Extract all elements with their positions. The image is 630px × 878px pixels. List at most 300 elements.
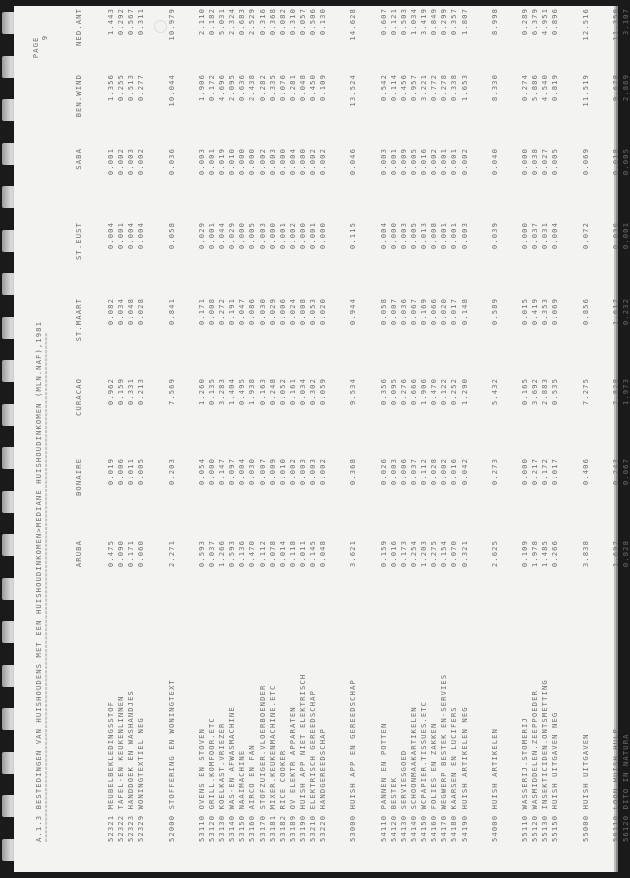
table-row-value: 0.009 (398, 148, 408, 176)
table-row-value: 0.029 (196, 222, 206, 250)
table-row-value: 0.028 (429, 458, 439, 486)
subtotal-row-value: 0.115 (348, 222, 358, 250)
table-row-value: 0.034 (116, 298, 126, 326)
table-row-value: 0.136 (237, 540, 247, 568)
subtotal-row-value: 0.069 (580, 148, 590, 176)
table-row-value: 0.849 (429, 8, 439, 36)
row-description: HUISH ARTIKELEN (489, 728, 499, 815)
table-row-value: 2.324 (227, 8, 237, 36)
subtotal-row-value: 0.856 (580, 298, 590, 326)
subtotal-row-value: 0.039 (489, 222, 499, 250)
row-code: 53120 (207, 814, 216, 842)
table-row-value: 1.404 (227, 378, 237, 406)
table-row-value: 1.617 (611, 298, 620, 326)
row-description: HANDGEREEDSCHAP (318, 728, 328, 815)
table-row-label (116, 695, 125, 842)
row-description: WASMIDDELEN.ZEEPPOEDER (530, 690, 540, 815)
table-row-value: 0.004 (126, 222, 136, 250)
row-description: MEUBELBEKLEDINGSSTOF (106, 700, 115, 815)
subtotal-row-value: 14.628 (348, 8, 358, 41)
table-row-label (540, 679, 549, 842)
table-row-value: 0.006 (277, 298, 287, 326)
table-row-value: 0.118 (287, 540, 297, 568)
row-code: 54170 (439, 814, 449, 842)
table-row-value: 0.542 (378, 74, 388, 102)
table-row-label (197, 728, 206, 842)
table-row-value: 0.001 (106, 148, 115, 176)
table-row-value: 0.095 (388, 378, 398, 406)
table-row-value: 0.082 (106, 298, 115, 326)
row-code: 53150 (237, 814, 247, 842)
table-row-value: 0.013 (419, 222, 429, 250)
table-row-value: 0.145 (308, 540, 317, 568)
table-row-label (379, 723, 388, 842)
table-row-label (247, 744, 256, 842)
table-row-value: 0.130 (318, 8, 328, 36)
table-row-value: 0.000 (237, 222, 247, 250)
table-row-value: 0.029 (267, 298, 277, 326)
column-header: NED.ANT (74, 8, 83, 46)
table-row-value: 2.110 (196, 8, 206, 36)
table-row-value: 0.109 (318, 74, 328, 102)
column-header: ARUBA (74, 540, 83, 568)
row-description: HUISH UITGAVEN (580, 733, 590, 815)
table-row-value: 1.653 (459, 74, 469, 102)
table-row-value: 0.636 (237, 74, 247, 102)
table-row-value: 0.191 (227, 298, 237, 326)
table-row-value: 0.036 (611, 222, 620, 250)
subtotal-row-value: 2.271 (166, 540, 176, 568)
row-description: HANDDOEK EN WASHANDJES (126, 690, 136, 815)
table-row-value: 1.443 (106, 8, 115, 36)
table-row-value: 3.692 (530, 378, 540, 406)
subtotal-row-value: 10.979 (166, 8, 176, 41)
column-header: BONAIRE (74, 458, 83, 496)
row-code: 54160 (429, 814, 439, 842)
table-row-value: 0.000 (388, 222, 398, 250)
table-row-value: 0.169 (419, 298, 429, 326)
table-row-value: 0.003 (308, 458, 317, 486)
table-row-value: 0.165 (520, 378, 530, 406)
table-row-value: 0.282 (257, 74, 267, 102)
table-row-value: 0.016 (388, 540, 398, 568)
table-row-value: 0.018 (611, 148, 620, 176)
table-row-value: 0.004 (106, 222, 115, 250)
page-number: 9 (40, 34, 49, 41)
table-row-value: 0.962 (106, 378, 115, 406)
table-row-value: 0.016 (419, 148, 429, 176)
table-row-value: 0.310 (287, 8, 297, 36)
table-row-value: 0.171 (126, 540, 136, 568)
table-row-value: 0.003 (257, 222, 267, 250)
table-row-value: 0.007 (257, 458, 267, 486)
table-row-value: 0.019 (106, 458, 115, 486)
subtotal-row-value: 0.944 (348, 298, 358, 326)
table-row-value: 2.438 (247, 74, 257, 102)
row-description: WCPAPIER.TISSUES.ETC (419, 700, 429, 815)
table-row-value: 0.503 (398, 8, 408, 36)
subtotal-row-label (490, 728, 499, 842)
table-row-value: 0.003 (297, 458, 307, 486)
table-row-value: 1.290 (459, 378, 469, 406)
table-row-value: 0.007 (388, 298, 398, 326)
table-row-value: 3.221 (419, 74, 429, 102)
table-row-value: 3.419 (419, 8, 429, 36)
table-row-value: 0.121 (388, 8, 398, 36)
table-row-value: 0.001 (449, 148, 459, 176)
table-row-value: 0.593 (196, 540, 206, 568)
table-row-value: 0.008 (429, 222, 439, 250)
table-row-value: 0.217 (530, 458, 540, 486)
table-row-value: 0.002 (459, 148, 469, 176)
subtotal-row-value: 2.625 (489, 540, 499, 568)
table-row-value: 0.819 (550, 74, 560, 102)
table-row-label (278, 750, 287, 842)
table-row-value: 0.008 (297, 298, 307, 326)
subtotal-row-value: 8.330 (489, 74, 499, 102)
row-description: HUISH ARTIKELEN NEG (459, 706, 469, 815)
table-row-value: 0.070 (449, 540, 459, 568)
table-row-label (621, 733, 630, 842)
table-row-value: 0.009 (267, 458, 277, 486)
row-code: 53210 (308, 814, 317, 842)
row-description: KAARSEN EN LUCIFERS (449, 706, 459, 815)
subtotal-row-value: 0.072 (580, 222, 590, 250)
table-row-value: 0.161 (287, 378, 297, 406)
table-row-value: 3.107 (621, 8, 630, 36)
table-row-value: 0.002 (136, 148, 146, 176)
table-row-value: 0.097 (227, 458, 237, 486)
row-code: 53160 (247, 814, 257, 842)
table-row-value: 0.003 (196, 148, 206, 176)
table-row-value: 0.000 (247, 148, 257, 176)
row-description: WONINGTEXTIEL NEG (136, 717, 146, 815)
row-description: MIXER.KEUKENMACHINE.ETC (267, 684, 277, 815)
table-row-value: 0.002 (116, 148, 126, 176)
table-row-value: 0.567 (126, 8, 136, 36)
row-code: 52000 (166, 814, 176, 842)
table-row-value: 0.020 (439, 298, 449, 326)
row-code: 54140 (409, 814, 418, 842)
table-row-label (136, 717, 145, 842)
table-row-value: 4.540 (540, 74, 550, 102)
page-number-label (22, 35, 58, 80)
table-row-value: 0.357 (449, 8, 459, 36)
subtotal-row-label (348, 679, 357, 842)
table-row-value: 0.000 (520, 458, 530, 486)
subtotal-row-value: 3.838 (580, 540, 590, 568)
table-row-value: 0.292 (116, 8, 126, 36)
table-row-value: 1.203 (419, 540, 429, 568)
table-row-value: 0.275 (429, 540, 439, 568)
column-header: ST.MAART (74, 298, 83, 342)
subtotal-row-value: 13.524 (348, 74, 358, 107)
subtotal-row-value: 0.036 (166, 148, 176, 176)
row-description: LOON HUISH HULP (611, 728, 620, 815)
subtotal-row-value: 11.519 (580, 74, 590, 107)
row-description: SCHOONMAAKARTIKELEN (409, 706, 418, 815)
table-row-value: 0.331 (126, 378, 136, 406)
table-row-value: 0.059 (318, 378, 328, 406)
table-row-value: 0.147 (217, 458, 227, 486)
table-row-label (268, 685, 277, 842)
table-row-label (237, 750, 246, 842)
table-row-value: 0.003 (398, 222, 408, 250)
row-description: NAAIMACHINE (237, 749, 247, 815)
table-row-label (126, 690, 135, 842)
row-code: 53000 (348, 814, 358, 842)
table-row-value: 0.017 (550, 458, 560, 486)
table-row-label (399, 750, 408, 842)
table-row-value: 4.696 (217, 74, 227, 102)
row-description: DITO IN NATURA (621, 733, 630, 815)
table-row-value: 0.321 (459, 540, 469, 568)
row-description: SERVIESGOED (398, 749, 408, 815)
table-row-value: 0.002 (287, 222, 297, 250)
table-row-value: 0.053 (308, 298, 317, 326)
table-row-value: 0.000 (520, 222, 530, 250)
table-row-value: 0.122 (439, 378, 449, 406)
table-row-label (611, 728, 620, 842)
table-row-value: 0.000 (237, 148, 247, 176)
table-row-value: 0.076 (277, 74, 287, 102)
table-row-label (429, 723, 438, 842)
table-row-value: 0.001 (207, 148, 216, 176)
table-row-value: 0.254 (409, 540, 418, 568)
table-row-value: 0.506 (308, 8, 317, 36)
table-row-value: 0.182 (207, 8, 216, 36)
table-row-value: 0.001 (308, 222, 317, 250)
table-row-value: 2.869 (621, 74, 630, 102)
table-row-value: 0.036 (398, 298, 408, 326)
table-row-value: 0.002 (257, 148, 267, 176)
table-row-value: 0.232 (621, 298, 630, 326)
table-row-value: 0.052 (277, 378, 287, 406)
table-row-value: 1.485 (540, 540, 550, 568)
subtotal-row-value: 3.621 (348, 540, 358, 568)
table-row-value: 0.000 (297, 222, 307, 250)
table-row-value: 0.003 (459, 222, 469, 250)
table-title: A.1.3 BESTEDINGEN VAN HUISHOUDENS MET EEN HUISHOUDINKOMEN>MEDIANE HUISHOUDINKOMEN (MLN.NAF),1981 (34, 320, 43, 842)
row-code: 53170 (257, 814, 267, 842)
table-row-value: 0.003 (378, 148, 388, 176)
subtotal-row-value: 5.432 (489, 378, 499, 406)
table-row-value: 0.302 (308, 378, 317, 406)
table-row-value: 0.011 (297, 540, 307, 568)
table-row-value: 0.029 (227, 222, 237, 250)
table-row-value: 0.004 (136, 222, 146, 250)
subtotal-row-value: 10.044 (166, 74, 176, 107)
table-row-value: 0.048 (126, 298, 136, 326)
subtotal-row-value: 0.273 (489, 458, 499, 486)
table-row-value: 0.048 (297, 74, 307, 102)
table-row-value: 0.003 (267, 148, 277, 176)
table-row-value: 0.000 (277, 148, 287, 176)
table-row-value: 0.173 (398, 540, 408, 568)
table-row-value: 0.513 (126, 74, 136, 102)
row-code: 54120 (388, 814, 398, 842)
table-row-value: 0.019 (217, 148, 227, 176)
table-row-value: 0.004 (378, 222, 388, 250)
table-row-value: 0.272 (217, 298, 227, 326)
table-row-value: 0.086 (247, 298, 257, 326)
table-row-value: 11.350 (611, 8, 620, 41)
row-code: 54110 (378, 814, 388, 842)
row-description: GRILL.KOMFOOR.ETC (207, 717, 216, 815)
table-row-value: 2.095 (227, 74, 237, 102)
table-row-value: 0.255 (116, 74, 126, 102)
table-row-label (439, 674, 448, 842)
table-row-value: 0.058 (378, 298, 388, 326)
row-description: TAFEL-EN KEUKENLINNEN (116, 695, 126, 815)
table-row-label (258, 685, 267, 842)
table-row-value: 0.082 (277, 8, 287, 36)
table-row-value: 0.135 (207, 378, 216, 406)
row-code: 54150 (419, 814, 429, 842)
rotated-table-sheet (18, 0, 630, 870)
table-row-label (520, 717, 529, 842)
table-row-value: 0.003 (126, 148, 136, 176)
table-row-value: 0.001 (116, 222, 126, 250)
row-code: 54000 (489, 814, 499, 842)
table-row-value: 0.666 (409, 378, 418, 406)
table-row-value: 1.034 (409, 8, 418, 36)
table-row-value: 1.356 (106, 74, 115, 102)
row-description: PANNEN EN POTTEN (378, 722, 388, 815)
table-row-value: 0.069 (550, 298, 560, 326)
row-description: STOFZUIGER.VLOERBOENDER (257, 684, 267, 815)
table-row-label (207, 717, 216, 842)
table-row-value: 0.277 (136, 74, 146, 102)
table-row-label (106, 701, 115, 842)
table-row-value: 0.006 (398, 458, 408, 486)
table-row-value: 0.005 (621, 148, 630, 176)
table-row-value: 0.001 (621, 222, 630, 250)
table-row-value: 0.002 (308, 148, 317, 176)
row-description: HUISH APP NIET ELEKTRISCH (297, 673, 307, 815)
column-header: BEN.WIND (74, 74, 83, 118)
subtotal-row-value: 0.203 (166, 458, 176, 486)
table-row-value: 1.906 (419, 378, 429, 406)
table-row-value: 0.163 (257, 378, 267, 406)
table-row-value: 1.807 (459, 8, 469, 36)
table-row-value: 0.001 (277, 222, 287, 250)
table-row-value: 0.008 (207, 298, 216, 326)
table-row-value: 0.148 (459, 298, 469, 326)
row-code: 53182 (277, 814, 287, 842)
table-row-value: 0.001 (388, 148, 398, 176)
row-code: 53189 (287, 814, 297, 842)
table-row-value: 0.172 (540, 458, 550, 486)
table-row-value: 0.456 (398, 74, 408, 102)
table-row-value: 0.470 (247, 540, 257, 568)
table-row-label (530, 690, 539, 842)
table-row-value: 0.335 (267, 74, 277, 102)
table-row-value: 0.060 (136, 540, 146, 568)
subtotal-row-value: 0.406 (580, 458, 590, 486)
table-row-value: 0.026 (378, 458, 388, 486)
table-row-value: 0.004 (287, 148, 297, 176)
row-code: 55120 (530, 814, 540, 842)
table-row-value: 0.014 (277, 540, 287, 568)
row-description: AIRCO EN FAN (247, 744, 257, 815)
table-row-label (550, 712, 559, 842)
table-row-value: 0.005 (409, 148, 418, 176)
table-row-value: 9.678 (611, 74, 620, 102)
table-row-value: 0.015 (520, 298, 530, 326)
table-row-value: 0.003 (388, 458, 398, 486)
row-description: RICE COOKER (277, 749, 287, 815)
row-description: BESTEK (388, 776, 398, 815)
table-row-value: 0.607 (378, 8, 388, 36)
row-description: WEGWERP BESTEK EN-SERVIES (439, 673, 449, 815)
table-row-value: 0.024 (287, 298, 297, 326)
table-row-value: 0.299 (439, 8, 449, 36)
row-code: 53130 (217, 814, 227, 842)
table-row-value: 1.906 (196, 74, 206, 102)
table-row-value: 1.266 (217, 540, 227, 568)
table-row-value: 0.112 (419, 458, 429, 486)
row-code: 53181 (267, 814, 277, 842)
row-code: 53140 (227, 814, 237, 842)
table-row-value: 0.002 (287, 458, 297, 486)
table-row-value: 0.042 (459, 458, 469, 486)
table-row-value: 0.001 (449, 222, 459, 250)
table-row-value: 0.027 (540, 148, 550, 176)
table-row-value: 0.004 (237, 458, 247, 486)
table-row-value: 0.054 (196, 458, 206, 486)
table-row-value: 0.057 (297, 8, 307, 36)
row-description: OV ELEKTR APPARATEN (287, 706, 297, 815)
table-row-value: 2.529 (247, 8, 257, 36)
table-row-value: 0.017 (449, 298, 459, 326)
subtotal-row-value: 7.569 (166, 378, 176, 406)
table-row-value: 0.028 (136, 298, 146, 326)
table-row-value: 0.353 (540, 298, 550, 326)
table-row-value: 0.213 (136, 378, 146, 406)
table-row-value: 0.772 (429, 74, 439, 102)
table-row-value: 0.109 (520, 540, 530, 568)
table-row-value: 0.066 (429, 298, 439, 326)
table-row-value: 0.001 (207, 222, 216, 250)
table-row-value: 0.037 (409, 458, 418, 486)
row-description: ELEKTRISCH GEREEDSCHAP (308, 690, 317, 815)
table-row-value: 0.419 (530, 298, 540, 326)
row-code: 53190 (297, 814, 307, 842)
column-header: SABA (74, 148, 83, 170)
table-row-label (460, 706, 469, 842)
column-header: ST.EUST (74, 222, 83, 260)
table-row-value: 0.683 (237, 8, 247, 36)
row-code: 52321 (106, 814, 115, 842)
subtotal-row-value: 7.275 (580, 378, 590, 406)
row-description: WASSERIJ.STOMERIJ (520, 717, 530, 815)
table-row-value: 7.828 (611, 378, 620, 406)
table-row-value: 0.090 (116, 540, 126, 568)
table-row-value: 0.266 (550, 540, 560, 568)
row-code: 53110 (196, 814, 206, 842)
table-row-value: 0.006 (116, 458, 126, 486)
table-row-value: 0.171 (196, 298, 206, 326)
row-description: HUISH UITGAVEN NEG (550, 711, 560, 815)
table-row-value: 0.316 (257, 8, 267, 36)
row-description: KOELKAST.VRIEZER (217, 722, 227, 815)
subtotal-row-value: 0.040 (489, 148, 499, 176)
table-row-value: 0.000 (207, 458, 216, 486)
table-row-value: 0.368 (267, 8, 277, 36)
table-row-value: 0.172 (207, 74, 216, 102)
table-row-value: 0.037 (530, 222, 540, 250)
